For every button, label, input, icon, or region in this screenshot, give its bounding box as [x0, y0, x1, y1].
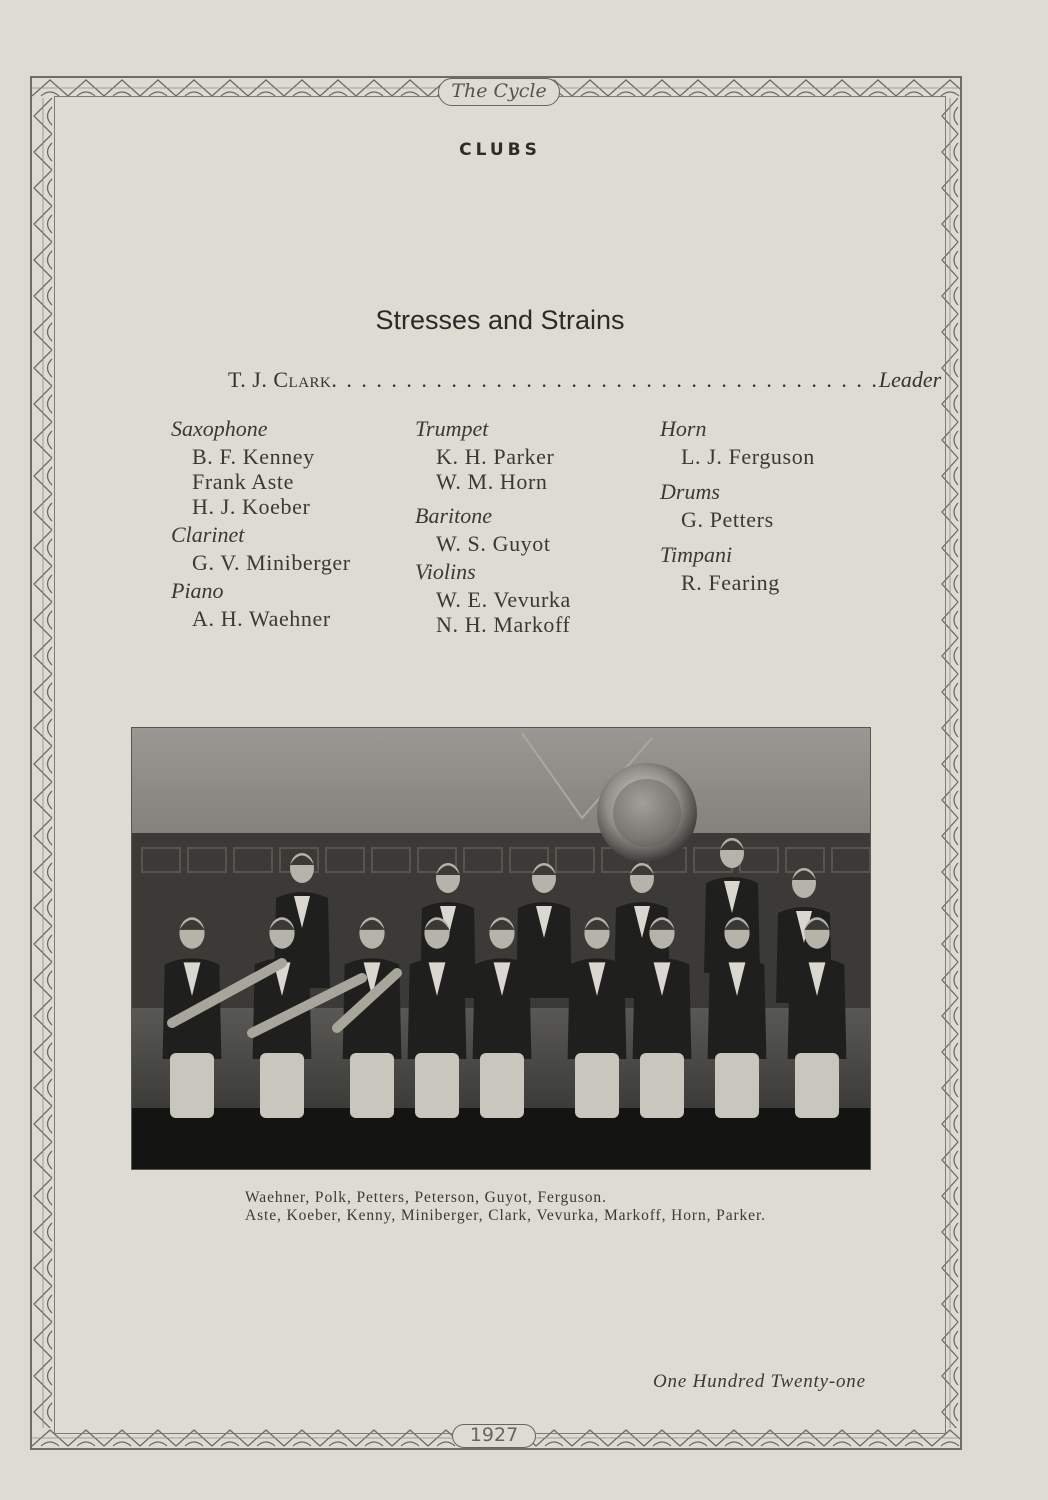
trousers-shape: [170, 1053, 214, 1118]
instrument-horn: Horn: [660, 416, 707, 441]
member-name: G. V. Miniberger: [192, 550, 351, 575]
member-name: L. J. Ferguson: [681, 444, 815, 469]
caption-front-row: Aste, Koeber, Kenny, Miniberger, Clark, Vevurka, Markoff, Horn, Parker.: [245, 1207, 766, 1224]
leader-role: Leader: [878, 367, 942, 392]
trousers-shape: [350, 1053, 394, 1118]
year-emblem: [452, 1424, 536, 1448]
instrument-trumpet: Trumpet: [415, 416, 489, 441]
caption-back-row: Waehner, Polk, Petters, Peterson, Guyot, Ferguson.: [245, 1189, 607, 1206]
leader-name: T. J. Clark: [228, 367, 332, 392]
member-name: K. H. Parker: [436, 444, 555, 469]
trousers-shape: [795, 1053, 839, 1118]
club-title: Stresses and Strains: [375, 305, 625, 335]
member-name: W. M. Horn: [436, 469, 548, 494]
roster-column-2: [415, 413, 571, 637]
the-cycle-emblem: [438, 78, 560, 106]
instrument-baritone: Baritone: [415, 503, 492, 528]
roster-column-1: [171, 413, 351, 631]
member-name: H. J. Koeber: [192, 494, 311, 519]
roster-column-3: [660, 413, 815, 595]
trousers-shape: [260, 1053, 304, 1118]
band-photograph: [131, 727, 871, 1170]
member-name: R. Fearing: [681, 570, 780, 595]
instrument-saxophone: Saxophone: [171, 416, 268, 441]
instrument-timpani: Timpani: [660, 542, 733, 567]
page-number: One Hundred Twenty-one: [653, 1371, 866, 1392]
instrument-drums: Drums: [660, 479, 720, 504]
member-name: W. S. Guyot: [436, 531, 551, 556]
photo-caption: [245, 1189, 766, 1225]
leader-dots: . . . . . . . . . . . . . . . . . . . . . . . . . . . . . . . . . . . . .: [331, 367, 879, 392]
member-name: W. E. Vevurka: [436, 587, 571, 612]
trousers-shape: [415, 1053, 459, 1118]
member-name: N. H. Markoff: [436, 612, 571, 637]
instrument-piano: Piano: [171, 578, 224, 603]
emblem-text: The Cycle: [451, 80, 547, 102]
trousers-shape: [575, 1053, 619, 1118]
year-text: 1927: [469, 1424, 519, 1446]
member-name: B. F. Kenney: [192, 444, 315, 469]
member-name: Frank Aste: [192, 469, 294, 494]
section-heading: CLUBS: [459, 140, 541, 160]
member-name: G. Petters: [681, 507, 774, 532]
leader-line: [228, 367, 942, 393]
trousers-shape: [715, 1053, 759, 1118]
trousers-shape: [640, 1053, 684, 1118]
border-ornament-left: [32, 98, 54, 1428]
member-name: A. H. Waehner: [192, 606, 331, 631]
instrument-violins: Violins: [415, 559, 476, 584]
instrument-clarinet: Clarinet: [171, 522, 245, 547]
trousers-shape: [480, 1053, 524, 1118]
